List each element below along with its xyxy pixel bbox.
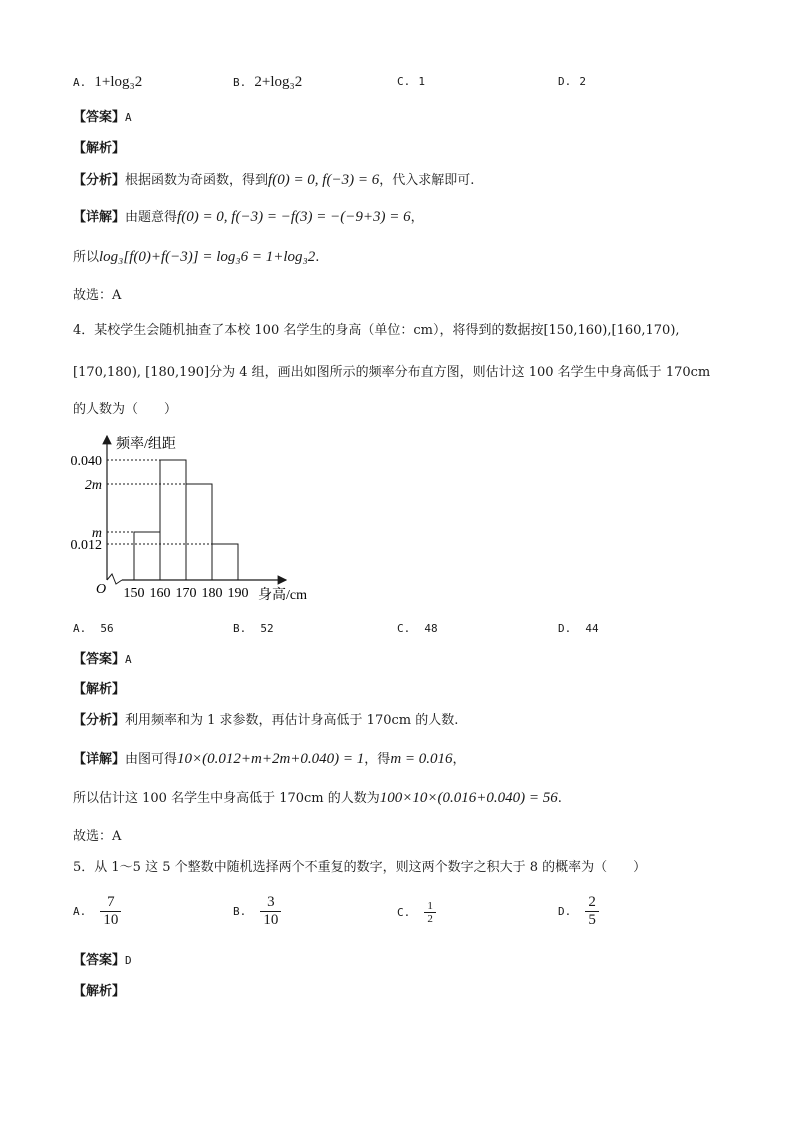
histogram-bar — [160, 460, 186, 580]
y-tick-label: 0.012 — [70, 538, 102, 553]
x-tick-label: 180 — [201, 586, 223, 601]
q3-conclusion-choice: 故选：A — [73, 288, 122, 303]
q4-stem-line3: 的人数为（ ） — [73, 402, 178, 417]
q4-option-d: D. 44 — [558, 622, 599, 635]
q4-xiangjie: 【详解】由图可得10×(0.012+m+2m+0.040) = 1，得m = 0.016， — [73, 751, 466, 767]
fraction: $\frac{3}{10}$ — [260, 894, 281, 929]
q5-stem: 5．从 1～5 这 5 个整数中随机选择两个不重复的数字，则这两个数字之积大于 8 的概率为（ ） — [73, 860, 647, 875]
histogram-bar — [212, 544, 238, 580]
q3-option-a: A. 1+log₃2 — [73, 74, 143, 90]
q4-stem-line2: [170,180), [180,190]分为 4 组，画出如图所示的频率分布直方图，则估计这 100 名学生中身高低于 170cm — [73, 365, 711, 380]
q5-option-a: A. $\frac{7}{10}$ — [73, 894, 121, 929]
q4-jiexi-heading: 【解析】 — [73, 682, 126, 697]
q3-answer: 【答案】A — [73, 110, 132, 125]
x-tick-label: 160 — [149, 586, 171, 601]
q4-conclusion: 所以估计这 100 名学生中身高低于 170cm 的人数为100×10×(0.016+0.040) = 56. — [73, 790, 562, 806]
q3-jiexi-heading: 【解析】 — [73, 141, 126, 156]
q5-option-c: C. $\frac{1}{2}$ — [397, 900, 436, 925]
fraction: $\frac{1}{2}$ — [424, 900, 436, 925]
fraction: $\frac{2}{5}$ — [585, 894, 599, 929]
q4-option-b: B. 52 — [233, 622, 274, 635]
frequency-histogram — [60, 428, 320, 608]
q5-answer: 【答案】D — [73, 953, 132, 968]
q4-answer: 【答案】A — [73, 652, 132, 667]
y-tick-label: 2m — [84, 478, 102, 493]
histogram-bar — [186, 484, 212, 580]
fraction: $\frac{7}{10}$ — [100, 894, 121, 929]
y-tick-label: 0.040 — [70, 454, 102, 469]
x-axis-label: 身高/cm — [258, 588, 307, 603]
q5-option-d: D. $\frac{2}{5}$ — [558, 894, 599, 929]
x-tick-label: 190 — [227, 586, 249, 601]
y-tick-label: m — [91, 526, 102, 541]
q3-conclusion: 所以log₃[f(0)+f(−3)] = log₃6 = 1+log₃2. — [73, 249, 320, 265]
q4-option-c: C. 48 — [397, 622, 438, 635]
y-axis-label: 频率/组距 — [116, 437, 176, 452]
q5-option-b: B. $\frac{3}{10}$ — [233, 894, 281, 929]
x-tick-label: 150 — [123, 586, 145, 601]
q4-stem-line1: 4．某校学生会随机抽查了本校 100 名学生的身高（单位：cm），将得到的数据按[150,160),[160,170), — [73, 323, 680, 338]
q3-option-d: D. 2 — [558, 75, 587, 88]
q4-option-a: A. 56 — [73, 622, 114, 635]
q5-jiexi-heading: 【解析】 — [73, 984, 126, 999]
axis-break-icon — [107, 574, 122, 584]
origin-label: O — [96, 582, 107, 597]
q3-option-b: B. 2+log₃2 — [233, 74, 303, 90]
histogram-bar — [134, 532, 160, 580]
q4-conclusion-choice: 故选：A — [73, 829, 122, 844]
q3-option-c: C. 1 — [397, 75, 426, 88]
q4-fenxi: 【分析】利用频率和为 1 求参数，再估计身高低于 170cm 的人数. — [73, 713, 459, 728]
x-tick-label: 170 — [175, 586, 197, 601]
q3-xiangjie: 【详解】由题意得f(0) = 0, f(−3) = −f(3) = −(−9+3) = 6， — [73, 209, 424, 225]
q3-fenxi: 【分析】根据函数为奇函数，得到f(0) = 0, f(−3) = 6，代入求解即可. — [73, 172, 475, 188]
